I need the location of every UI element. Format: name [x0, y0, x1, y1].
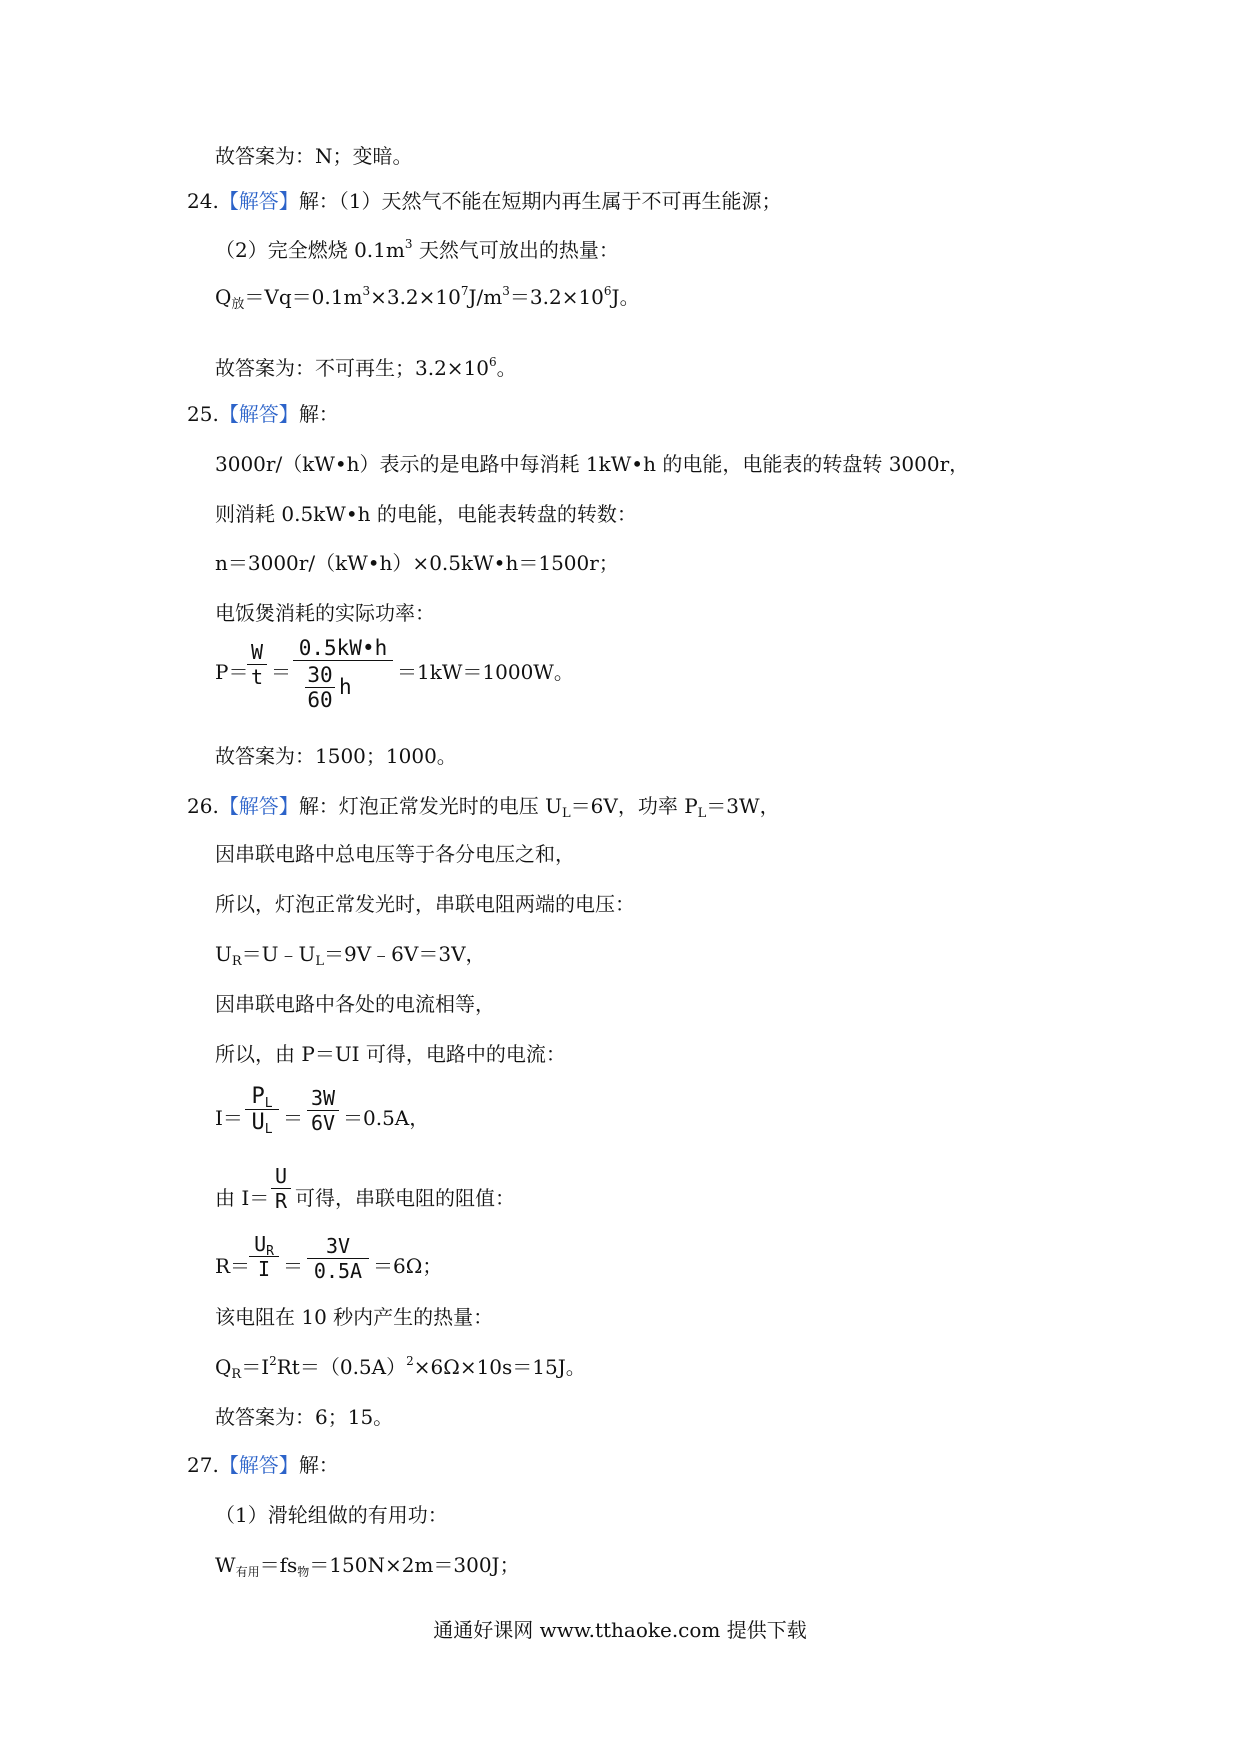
- question-number: 24.: [187, 189, 219, 213]
- q24-line-2: [215, 236, 619, 264]
- text: 可得，串联电阻的阻值：: [295, 1186, 515, 1210]
- solution-text: 解：: [298, 402, 339, 426]
- q26-line-9: 该电阻在 10 秒内产生的热量：: [215, 1305, 494, 1329]
- numerator: 30: [307, 663, 333, 687]
- q26-ohm-line: [215, 1164, 615, 1226]
- q26-current-formula: [215, 1084, 515, 1154]
- answer-tag: 【解答】: [218, 402, 299, 426]
- q26-heat-formula: [215, 1353, 586, 1381]
- fraction-u-over-r: [271, 1164, 291, 1213]
- numerator: 0.5kW•h: [298, 636, 388, 660]
- denominator: R: [274, 1189, 288, 1213]
- text: 。: [496, 356, 517, 380]
- superscript: 2: [269, 1354, 277, 1368]
- q25-formula: [215, 636, 615, 730]
- text: Rt＝（0.5A）: [276, 1355, 407, 1379]
- q26-answer: 故答案为：6；15。: [215, 1405, 394, 1429]
- numerator: [249, 1232, 279, 1259]
- text: h: [339, 675, 352, 699]
- question-number: 27.: [187, 1453, 219, 1477]
- text: 由 I＝: [215, 1186, 270, 1210]
- denominator: t: [250, 665, 264, 689]
- text: I＝: [215, 1106, 243, 1130]
- text: 故答案为：不可再生；3.2×10: [215, 356, 490, 380]
- q25-line-2: 则消耗 0.5kW•h 的电能，电能表转盘的转数：: [215, 502, 637, 526]
- subscript: L: [697, 806, 707, 821]
- text: J。: [611, 285, 640, 309]
- text: P: [251, 1084, 265, 1109]
- q26-line-5: 因串联电路中各处的电流相等，: [215, 992, 495, 1016]
- q25-answer: 故答案为：1500；1000。: [215, 744, 457, 768]
- question-number: 26.: [187, 794, 219, 818]
- denominator: I: [257, 1257, 271, 1281]
- numerator: W: [250, 640, 264, 664]
- text: 解：灯泡正常发光时的电压 U: [298, 794, 563, 818]
- numerator: U: [274, 1164, 288, 1188]
- text: ＝150N×2m＝300J；: [309, 1553, 520, 1577]
- q26-line-4: [215, 940, 486, 968]
- superscript: 7: [460, 284, 469, 298]
- subscript: 物: [297, 1565, 310, 1579]
- text: 天然气可放出的热量：: [412, 238, 619, 262]
- q25-line-4: 电饭煲消耗的实际功率：: [215, 601, 435, 625]
- text: ＝: [271, 660, 291, 684]
- text: W: [215, 1553, 236, 1577]
- text: ＝: [283, 1254, 303, 1278]
- denominator: 0.5A: [313, 1259, 363, 1283]
- fraction-pl-over-ul: [245, 1084, 279, 1135]
- text: U: [251, 1110, 265, 1135]
- q25-line-3: n＝3000r/（kW•h）×0.5kW•h＝1500r；: [215, 551, 619, 575]
- fraction-3w-over-6v: [307, 1086, 339, 1135]
- fraction-30-over-60: [305, 663, 335, 712]
- q24-line-3: [215, 283, 640, 311]
- denominator: 6V: [310, 1111, 336, 1135]
- subscript: R: [266, 1244, 274, 1259]
- denominator: 60: [307, 688, 333, 712]
- text: U: [215, 942, 232, 966]
- subscript: L: [264, 1096, 273, 1111]
- fraction-ur-over-i: [249, 1232, 279, 1281]
- answer-line: 故答案为：N；变暗。: [215, 144, 413, 168]
- text: ＝3W，: [706, 794, 780, 818]
- text: ×3.2×10: [370, 285, 461, 309]
- superscript: 6: [603, 284, 612, 298]
- subscript: L: [562, 806, 571, 821]
- text: P＝: [215, 660, 249, 684]
- q27-line-1: （1）滑轮组做的有用功：: [215, 1503, 448, 1527]
- numerator: [245, 1084, 279, 1109]
- text: ＝9V﹣6V＝3V，: [324, 942, 486, 966]
- answer-tag: 【解答】: [218, 1453, 299, 1477]
- text: Q: [215, 285, 232, 309]
- superscript: 3: [404, 237, 413, 251]
- solution-text: 解：: [298, 1453, 339, 1477]
- q26-resistance-formula: [215, 1232, 515, 1302]
- text: R＝: [215, 1254, 251, 1278]
- answer-tag: 【解答】: [218, 189, 299, 213]
- subscript: R: [231, 954, 242, 969]
- subscript: L: [264, 1122, 273, 1137]
- text: ＝: [283, 1106, 303, 1130]
- q25-line-1: 3000r/（kW•h）表示的是电路中每消耗 1kW•h 的电能，电能表的转盘转 3000r，: [215, 452, 970, 476]
- text: （2）完全燃烧 0.1m: [215, 238, 405, 262]
- q26-line-3: 所以，灯泡正常发光时，串联电阻两端的电压：: [215, 892, 635, 916]
- q26-line-2: 因串联电路中总电压等于各分电压之和，: [215, 842, 575, 866]
- solution-text: 解：（1）天然气不能在短期内再生属于不可再生能源；: [298, 189, 782, 213]
- text: ＝U﹣U: [241, 942, 316, 966]
- numerator: 3W: [310, 1086, 336, 1110]
- q24-answer: [215, 354, 517, 382]
- text: ×6Ω×10s＝15J。: [413, 1355, 586, 1379]
- subscript: 放: [231, 297, 245, 312]
- subscript: 有用: [235, 1565, 260, 1579]
- superscript: 2: [406, 1354, 414, 1368]
- text: U: [254, 1232, 267, 1256]
- fraction-w-over-t: [247, 640, 267, 689]
- text: ＝I: [241, 1355, 270, 1379]
- text: ＝0.5A，: [343, 1106, 430, 1130]
- text: J/m: [468, 285, 503, 309]
- superscript: 3: [362, 284, 371, 298]
- question-number: 25.: [187, 402, 219, 426]
- question-27-header: [187, 1451, 339, 1479]
- text: ＝6V，功率 P: [570, 794, 698, 818]
- superscript: 3: [502, 284, 510, 298]
- text: ＝fs: [259, 1553, 298, 1577]
- fraction-3v-over-05a: [307, 1234, 369, 1283]
- q27-line-2: [215, 1551, 520, 1579]
- denominator: [245, 1110, 279, 1135]
- question-24-header: [187, 187, 782, 215]
- denominator: [293, 661, 393, 717]
- text: ＝6Ω；: [373, 1254, 443, 1278]
- text: ＝3.2×10: [509, 285, 604, 309]
- fraction-energy-over-time: [293, 636, 393, 717]
- question-25-header: [187, 400, 339, 428]
- text: ＝1kW＝1000W。: [397, 660, 574, 684]
- page-footer: 通通好课网 www.tthaoke.com 提供下载: [433, 1618, 807, 1642]
- numerator: 3V: [325, 1234, 351, 1258]
- answer-tag: 【解答】: [218, 794, 299, 818]
- q26-line-6: 所以，由 P＝UI 可得，电路中的电流：: [215, 1042, 566, 1066]
- text: Q: [215, 1355, 232, 1379]
- question-26-header: [187, 792, 780, 820]
- subscript: R: [231, 1367, 242, 1382]
- text: ＝Vq＝0.1m: [244, 285, 363, 309]
- superscript: 6: [489, 355, 497, 369]
- subscript: L: [315, 954, 325, 969]
